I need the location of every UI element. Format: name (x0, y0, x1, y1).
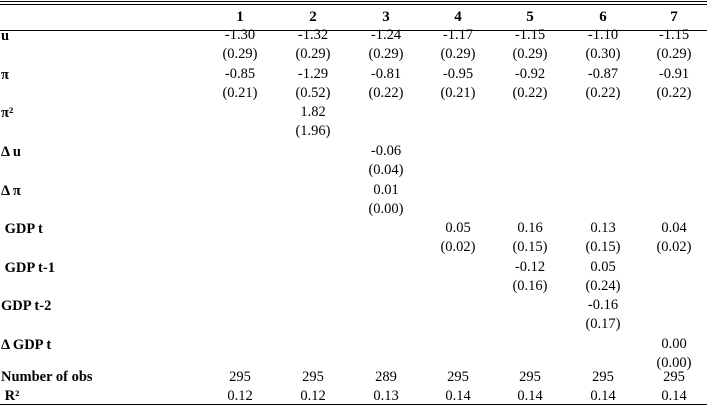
coefficient-cell: -1.10 (587, 27, 619, 43)
footer-value: 0.14 (590, 388, 616, 404)
coefficient-cell: 0.01 (373, 182, 399, 198)
footer-value: 295 (592, 369, 614, 385)
coefficient-cell: -1.24 (370, 27, 402, 43)
footer-value: 295 (302, 369, 324, 385)
std-error-cell: (0.29) (656, 46, 692, 62)
footer-value: 295 (519, 369, 541, 385)
std-error-cell: (0.21) (440, 85, 476, 101)
coefficient-cell: 0.05 (445, 220, 471, 236)
footer-value: 0.14 (661, 388, 687, 404)
std-error-cell: (0.00) (368, 201, 404, 217)
row-label: u (1, 28, 10, 44)
column-header: 4 (454, 9, 462, 25)
coefficient-cell: -1.15 (658, 27, 690, 43)
row-label: Δ π (1, 183, 21, 199)
coefficient-cell: 0.13 (590, 220, 616, 236)
coefficient-cell: -0.95 (442, 66, 474, 82)
footer-value: 295 (663, 369, 685, 385)
std-error-cell: (0.22) (368, 85, 404, 101)
std-error-cell: (0.21) (222, 85, 258, 101)
coefficient-cell: 0.00 (661, 336, 687, 352)
coefficient-cell: 0.16 (517, 220, 543, 236)
std-error-cell: (0.24) (585, 278, 621, 294)
column-header: 5 (526, 9, 534, 25)
coefficient-cell: -0.81 (370, 66, 402, 82)
row-label: π² (1, 105, 14, 121)
column-header: 6 (599, 9, 607, 25)
std-error-cell: (0.04) (368, 162, 404, 178)
row-label: π (1, 67, 9, 83)
row-label: GDP t-1 (1, 260, 55, 276)
bottom-rule (0, 404, 707, 405)
row-label: GDP t-2 (1, 298, 52, 314)
coefficient-cell: -1.32 (297, 27, 329, 43)
std-error-cell: (0.30) (585, 46, 621, 62)
footer-value: 295 (447, 369, 469, 385)
std-error-cell: (0.02) (440, 239, 476, 255)
coefficient-cell: -0.87 (587, 66, 619, 82)
std-error-cell: (0.15) (585, 239, 621, 255)
std-error-cell: (0.22) (656, 85, 692, 101)
coefficient-cell: -1.29 (297, 66, 329, 82)
std-error-cell: (0.29) (440, 46, 476, 62)
row-label: Δ GDP t (1, 337, 52, 353)
std-error-cell: (0.02) (656, 239, 692, 255)
coefficient-cell: -1.15 (514, 27, 546, 43)
coefficient-cell: 1.82 (300, 104, 326, 120)
footer-value: 0.13 (373, 388, 399, 404)
std-error-cell: (0.16) (512, 278, 548, 294)
coefficient-cell: -0.06 (370, 143, 402, 159)
top-double-rule-2 (0, 4, 707, 5)
coefficient-cell: -0.12 (514, 259, 546, 275)
coefficient-cell: -0.92 (514, 66, 546, 82)
std-error-cell: (0.52) (295, 85, 331, 101)
coefficient-cell: 0.04 (661, 220, 687, 236)
footer-label: R² (1, 388, 20, 404)
coefficient-cell: -0.85 (224, 66, 256, 82)
row-label: Δ u (1, 144, 21, 160)
footer-value: 0.12 (227, 388, 253, 404)
row-label: GDP t (1, 221, 43, 237)
column-header: 3 (382, 9, 390, 25)
std-error-cell: (0.29) (222, 46, 258, 62)
column-header: 1 (236, 9, 244, 25)
std-error-cell: (0.29) (512, 46, 548, 62)
std-error-cell: (0.29) (295, 46, 331, 62)
std-error-cell: (0.00) (656, 355, 692, 371)
coefficient-cell: -0.91 (658, 66, 690, 82)
std-error-cell: (0.17) (585, 316, 621, 332)
std-error-cell: (0.22) (585, 85, 621, 101)
coefficient-cell: -0.16 (587, 297, 619, 313)
std-error-cell: (1.96) (295, 123, 331, 139)
footer-value: 0.12 (300, 388, 326, 404)
column-header: 7 (670, 9, 678, 25)
column-header: 2 (309, 9, 317, 25)
coefficient-cell: -1.30 (224, 27, 256, 43)
std-error-cell: (0.29) (368, 46, 404, 62)
std-error-cell: (0.15) (512, 239, 548, 255)
coefficient-cell: -1.17 (442, 27, 474, 43)
footer-label: Number of obs (1, 369, 93, 385)
footer-value: 0.14 (445, 388, 471, 404)
coefficient-cell: 0.05 (590, 259, 616, 275)
footer-value: 289 (375, 369, 397, 385)
std-error-cell: (0.22) (512, 85, 548, 101)
footer-value: 295 (229, 369, 251, 385)
top-double-rule-1 (0, 1, 707, 2)
footer-value: 0.14 (517, 388, 543, 404)
